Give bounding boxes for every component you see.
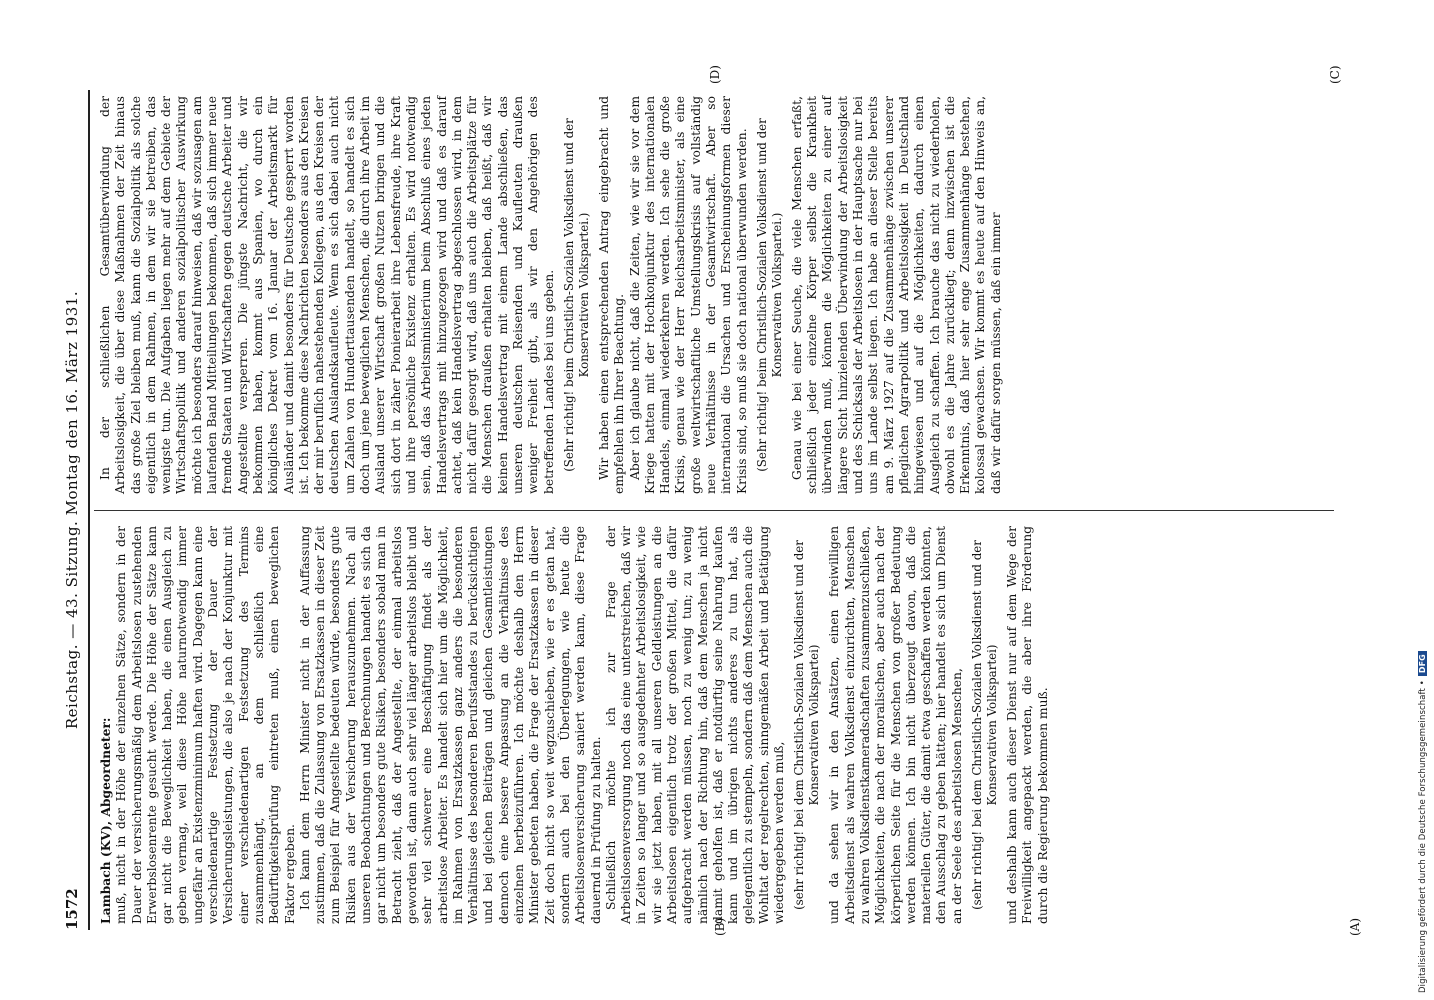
- paragraph: muß, nicht in der Höhe der einzelnen Sätze, sondern in der Dauer der versicherungsmäßig dem Arbeitslosen zustehenden Erwerbslosenrente gesucht werde. Die Höhe der Sätze kann gar nicht die Beweglichkeit haben, die einen Ausgleich zu geben vermag, weil diese Höhe naturnotwendig immer ungefähr an Existenzminimum haften wird. Dagegen kann eine verschiedenartige Festsetzung der Dauer der Versicherungsleistungen, die also je nach der Konjunktur mit einer verschiedenartigen Festsetzung des Termins zusammenhängt, an dem schließlich eine Bedürftigkeitsprüfung eintreten muß, einen beweglichen Faktor ergeben.: [114, 526, 297, 924]
- paragraph: Ich kann dem Herrn Minister nicht in der Auffassung zustimmen, daß die Zulassung von Ersatzkassen in dieser Zeit zum Beispiel für Angestellte bedeuten würde, besonders gute Risiken aus der Versicherung herauszunehmen. Nach all unseren Beobachtungen und Berechnungen handelt es sich da gar nicht um besonders gute Risiken, besonders sobald man in Betracht zieht, daß der Angestellte, der einmal arbeitslos geworden ist, dann auch sehr viel länger arbeitslos bleibt und sehr viel schwerer eine Beschäftigung findet als der arbeitslose Arbeiter. Es handelt sich hier um die Möglichkeit, im Rahmen von Ersatzkassen ganz anders die besonderen Verhältnisse des besonderen Berufsstandes zu berücksichtigen und bei gleichen Beiträgen und gleichen Gesamtleistungen dennoch eine bessere Anpassung an die Verhältnisse des einzelnen herbeizuführen. Ich möchte deshalb den Herrn Minister gebeten haben, die Frage der Ersatzkassen in dieser Zeit doch nicht so weit wegzuschieben, wie er es getan hat, sondern auch bei den Überlegungen, wie heute die Arbeitslosenversicherung saniert werden kann, diese Frage dauernd in Prüfung zu halten.: [297, 526, 603, 924]
- paragraph: In der schließlichen Gesamtüberwindung der Arbeitslosigkeit, die über diese Maßnahmen der Zeit hinaus das große Ziel bleiben muß, kann die Sozialpolitik als solche eigentlich in dem Rahmen, in dem wir sie betreiben, das wenigste tun. Die Aufgaben liegen mehr auf dem Gebiete der Wirtschaftspolitik und anderen sozialpolitischer Auswirkung möchte ich besonders darauf hinweisen, daß wir sozusagen am laufenden Band Mitteilungen bekommen, daß sich immer neue fremde Staaten und Wirtschaften gegen deutsche Arbeiter und Angestellte versperren. Die jüngste Nachricht, die wir bekommen haben, kommt aus Spanien, wo durch ein königliches Dekret vom 16. Januar der Arbeitsmarkt für Ausländer und damit besonders für Deutsche gesperrt worden ist. Ich bekomme diese Nachrichten besonders aus den Kreisen der mir beruflich nahestehenden Kollegen, aus den Kreisen der deutschen Auslandskaufleute. Wenn es sich dabei auch nicht um Zahlen von Hunderttausenden handelt, so handelt es sich doch um jene beweglichen Menschen, die durch ihre Arbeit im Ausland unserer Wirtschaft großen Nutzen bringen und die sich dort in zäher Pionierarbeit ihre Lebensfreude, ihre Kraft und ihre persönliche Existenz erhalten. Es wird notwendig sein, daß das Arbeitsministerium beim Abschluß eines jeden Handelsvertrags mit hinzugezogen wird und daß es darauf achtet, daß kein Handelsvertrag abgeschlossen wird, in dem nicht dafür gesorgt wird, daß uns auch die Arbeitsplätze für die Menschen draußen erhalten bleiben, daß heißt, daß wir keinen Handelsvertrag mit einem Lande abschließen, das unseren deutschen Reisenden und Kaufleuten draußen weniger Freiheit gibt, als wir den Angehörigen des betreffenden Landes bei uns geben.: [98, 96, 556, 494]
- right-column: [98, 96, 1004, 494]
- rotated-page: [58, 65, 1362, 936]
- interjection: (Sehr richtig! beim Christlich-Sozialen Volksdienst und der Konservativen Volkspartei.): [561, 118, 591, 472]
- paragraph: und da sehen wir in den Ansätzen, einen freiwilligen Arbeitsdienst als wahren Volksdienst einzurichten, Menschen zu wahren Volksdienstkameradschaften zusammenzuschließen, Möglichkeiten, die nach der moralischen, aber auch nach der körperlichen Seite für die Menschen von großer Bedeutung werden können. Ich bin nicht überzeugt davon, daß die materiellen Güter, die damit etwa geschaffen werden könnten, den Ausschlag zu geben hätten; hier handelt es sich um Dienst an der Seele des arbeitslosen Menschen,: [827, 526, 964, 924]
- left-column: [98, 526, 1051, 924]
- paragraph: und deshalb kann auch dieser Dienst nur auf dem Wege der Freiwilligkeit angepackt werden, die aber ihre Förderung durch die Regierung bekommen muß.: [1005, 526, 1050, 924]
- interjection: (sehr richtig! bei dem Christlich-Sozialen Volksdienst und der Konservativen Volkspartei): [970, 540, 1000, 910]
- dfg-credit: [1418, 651, 1428, 993]
- paragraph: Schließlich möchte ich zur Frage der Arbeitslosenversorgung noch das eine unterstreichen, daß wir in Zeiten so langer und so ausgedehnter Arbeitslosigkeit, wie wir sie jetzt haben, mit all unseren Geldleistungen an die Arbeitslosen eigentlich trotz der großen Mittel, die dafür aufgebracht werden müssen, noch zu wenig tun; zu wenig nämlich nach der Richtung hin, daß dem Menschen ja nicht damit geholfen ist, daß er notdürftig seine Nahrung kaufen kann und im übrigen nichts anderes zu tun hat, als gelegentlich zu stempeln, sondern daß dem Menschen auch die Wohltat der regelrechten, sinngemäßen Arbeit und Betätigung wiedergegeben werden muß,: [603, 526, 787, 924]
- margin-marker-b: (B): [713, 917, 727, 936]
- page-header-title: Reichstag. — 43. Sitzung. Montag den 16. März 1931.: [63, 290, 81, 730]
- column-separator: [94, 510, 1334, 511]
- paragraph: Aber ich glaube nicht, daß die Zeiten, wie wir sie vor dem Kriege hatten mit der Hochkonjunktur des internationalen Handels, einmal wiederkehren werden. Ich sehe die große Krisis, genau wie der Herr Reichsarbeitsminister, als eine große weltwirtschaftliche Umstellungskrisis auf vollständig neue Verhältnisse in der Gesamtwirtschaft. Aber so international die Ursachen und Erscheinungsformen dieser Krisis sind, so muß sie doch national überwunden werden.: [627, 96, 749, 494]
- credit-text: Digitalisierung gefördert durch die Deutsche Forschungsgemeinschaft •: [1418, 680, 1428, 993]
- interjection: (sehr richtig! bei dem Christlich-Sozialen Volksdienst und der Konservativen Volkspartei): [792, 540, 822, 910]
- speaker-line: [98, 526, 114, 924]
- page-header: [58, 90, 86, 930]
- margin-marker-d: (D): [708, 65, 722, 84]
- dfg-logo: DFG: [1418, 651, 1427, 676]
- speaker-name: Lambach (KV), Abgeordneter:: [98, 717, 113, 924]
- paragraph: Genau wie bei einer Seuche, die viele Menschen erfaßt, schließlich jeder einzelne Körper selbst die Krankheit überwinden muß, können die Möglichkeiten zu einer auf längere Sicht hinzielenden Überwindung der Arbeitslosigkeit und des Schicksals der Arbeitslosen in der Hauptsache nur bei uns im Lande selbst liegen. Ich habe an dieser Stelle bereits am 9. März 1927 auf die Zusammenhänge zwischen unserer pfleglichen Agrarpolitik und Arbeitslosigkeit in Deutschland hingewiesen und auf die Möglichkeiten, dadurch einen Ausgleich zu schaffen. Ich brauche das nicht zu wiederholen, obwohl es die Jahre zurückliegt; denn inzwischen ist die Erkenntnis, daß hier sehr enge Zusammenhänge bestehen, kolossal gewachsen. Wir kommt es heute auf den Hinweis an, daß wir dafür sorgen müssen, daß ein immer: [789, 96, 1003, 494]
- margin-marker-a: (A): [1348, 917, 1362, 936]
- paragraph: Wir haben einen entsprechenden Antrag eingebracht und empfehlen ihn Ihrer Beachtung.: [596, 96, 627, 494]
- margin-marker-c: (C): [1328, 65, 1342, 84]
- header-rule: [88, 90, 90, 930]
- interjection: (Sehr richtig! beim Christlich-Sozialen Volksdienst und der Konservativen Volkspartei.): [754, 118, 784, 472]
- page-number: 1572: [63, 888, 81, 930]
